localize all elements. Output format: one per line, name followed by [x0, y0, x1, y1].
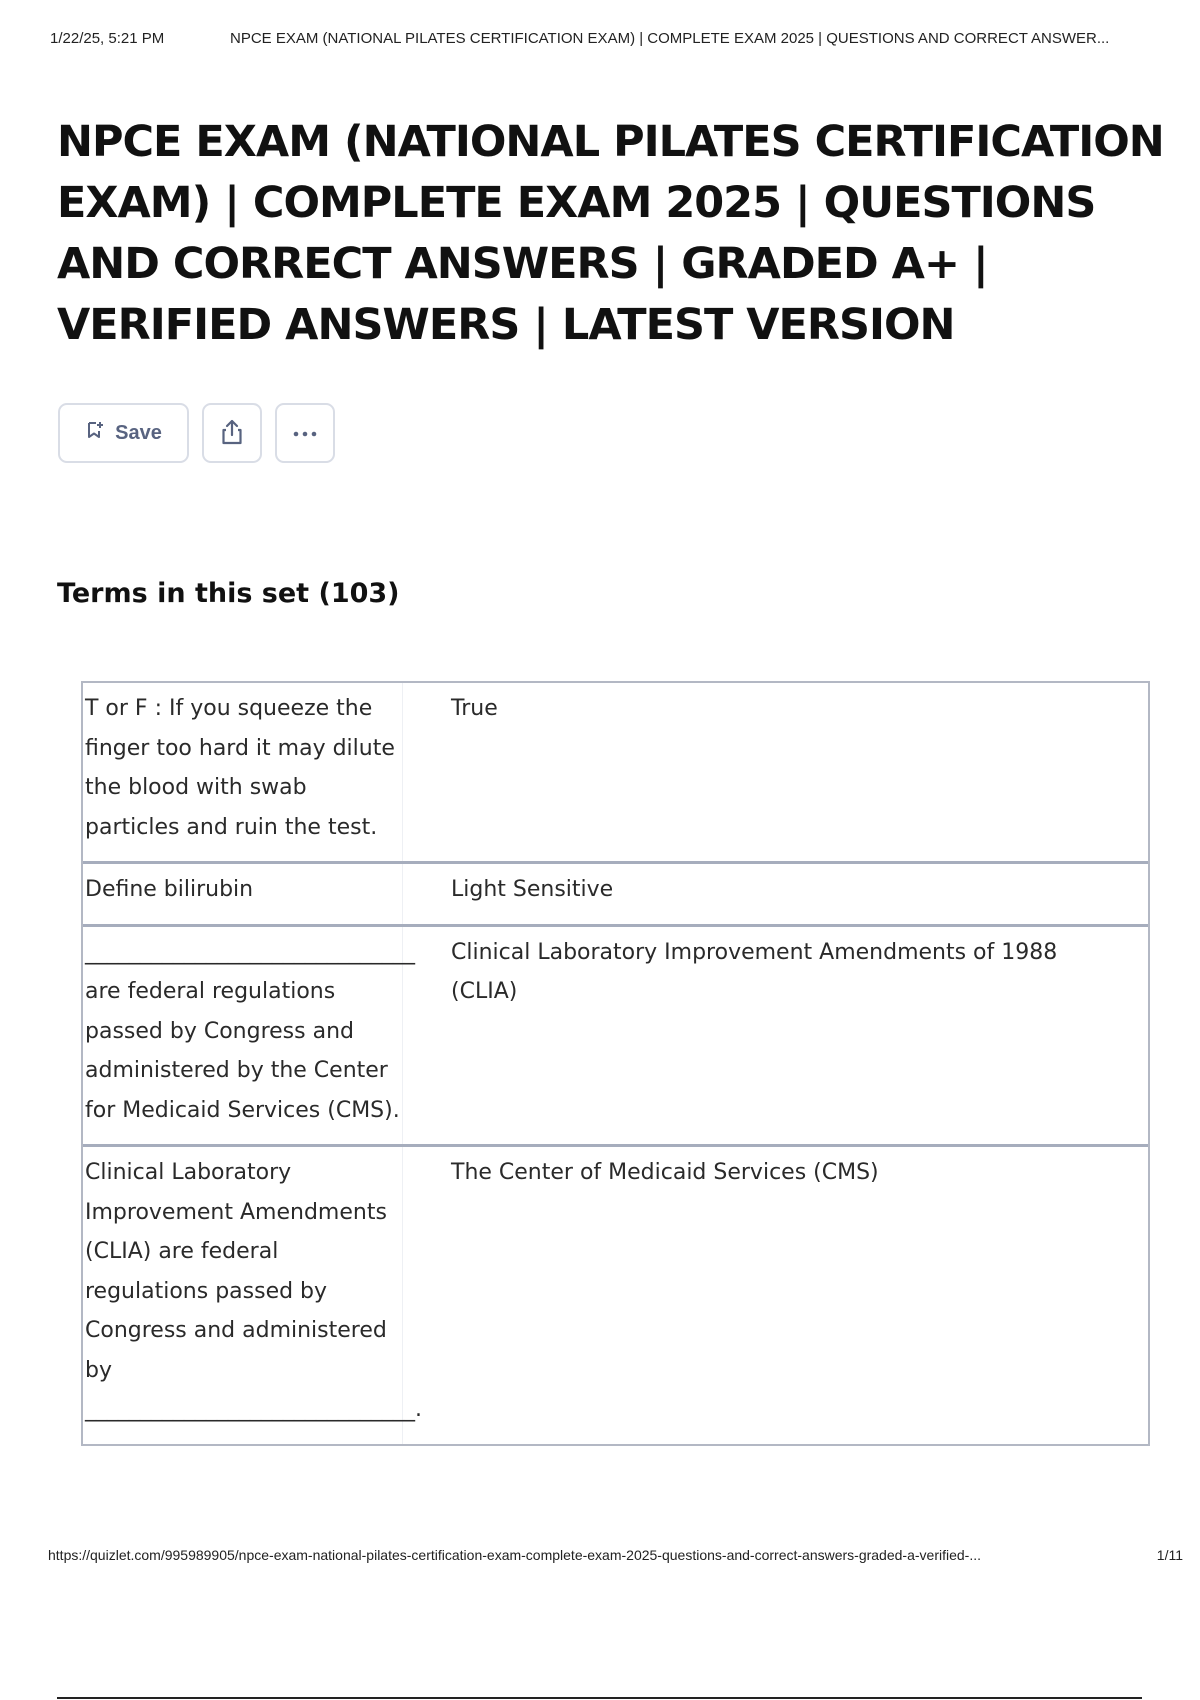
bookmark-add-icon	[85, 420, 105, 446]
page-title: NPCE EXAM (NATIONAL PILATES CERTIFICATION EXAM) | COMPLETE EXAM 2025 | QUESTIONS AND CORRECT ANSWERS | GRADED A+ | VERIFIED ANSWERS | LATEST VERSION	[57, 117, 1164, 350]
term-text: Define bilirubin	[83, 864, 403, 924]
share-icon	[217, 417, 247, 450]
term-text: T or F : If you squeeze the finger too hard it may dilute the blood with swab particles and ruin the test.	[83, 683, 403, 861]
page-number: 1/11	[1156, 1547, 1183, 1563]
share-button[interactable]	[202, 403, 262, 463]
page-url: https://quizlet.com/995989905/npce-exam-national-pilates-certification-exam-complete-exam-2025-questions-and-correct-answers-graded-a-verified-...	[48, 1547, 981, 1563]
terms-table	[81, 681, 1150, 1446]
save-button[interactable]	[58, 403, 189, 463]
print-footer	[48, 1547, 1183, 1569]
definition-text: Light Sensitive	[451, 877, 614, 902]
print-header	[50, 30, 1180, 52]
save-label: Save	[115, 421, 162, 444]
divider	[57, 1697, 1142, 1699]
more-options-button[interactable]	[275, 403, 335, 463]
table-row	[83, 1147, 1148, 1444]
table-row	[83, 927, 1148, 1148]
definition-text: The Center of Medicaid Services (CMS)	[451, 1160, 879, 1185]
action-bar	[58, 403, 335, 463]
definition-text: True	[451, 696, 498, 721]
definition-text: Clinical Laboratory Improvement Amendments of 1988 (CLIA)	[451, 939, 1058, 1004]
table-row	[83, 864, 1148, 927]
terms-heading: Terms in this set (103)	[57, 578, 400, 609]
term-text: ______________________________ are federal regulations passed by Congress and administered by the Center for Medicaid Services (CMS).	[83, 927, 403, 1145]
term-text: Clinical Laboratory Improvement Amendments (CLIA) are federal regulations passed by Congress and administered by ______________________________.	[83, 1147, 403, 1444]
print-date: 1/22/25, 5:21 PM	[50, 30, 165, 47]
print-header-title: NPCE EXAM (NATIONAL PILATES CERTIFICATION EXAM) | COMPLETE EXAM 2025 | QUESTIONS AND CORRECT ANSWER...	[230, 30, 1110, 47]
table-row	[83, 683, 1148, 864]
more-horizontal-icon	[291, 426, 319, 441]
